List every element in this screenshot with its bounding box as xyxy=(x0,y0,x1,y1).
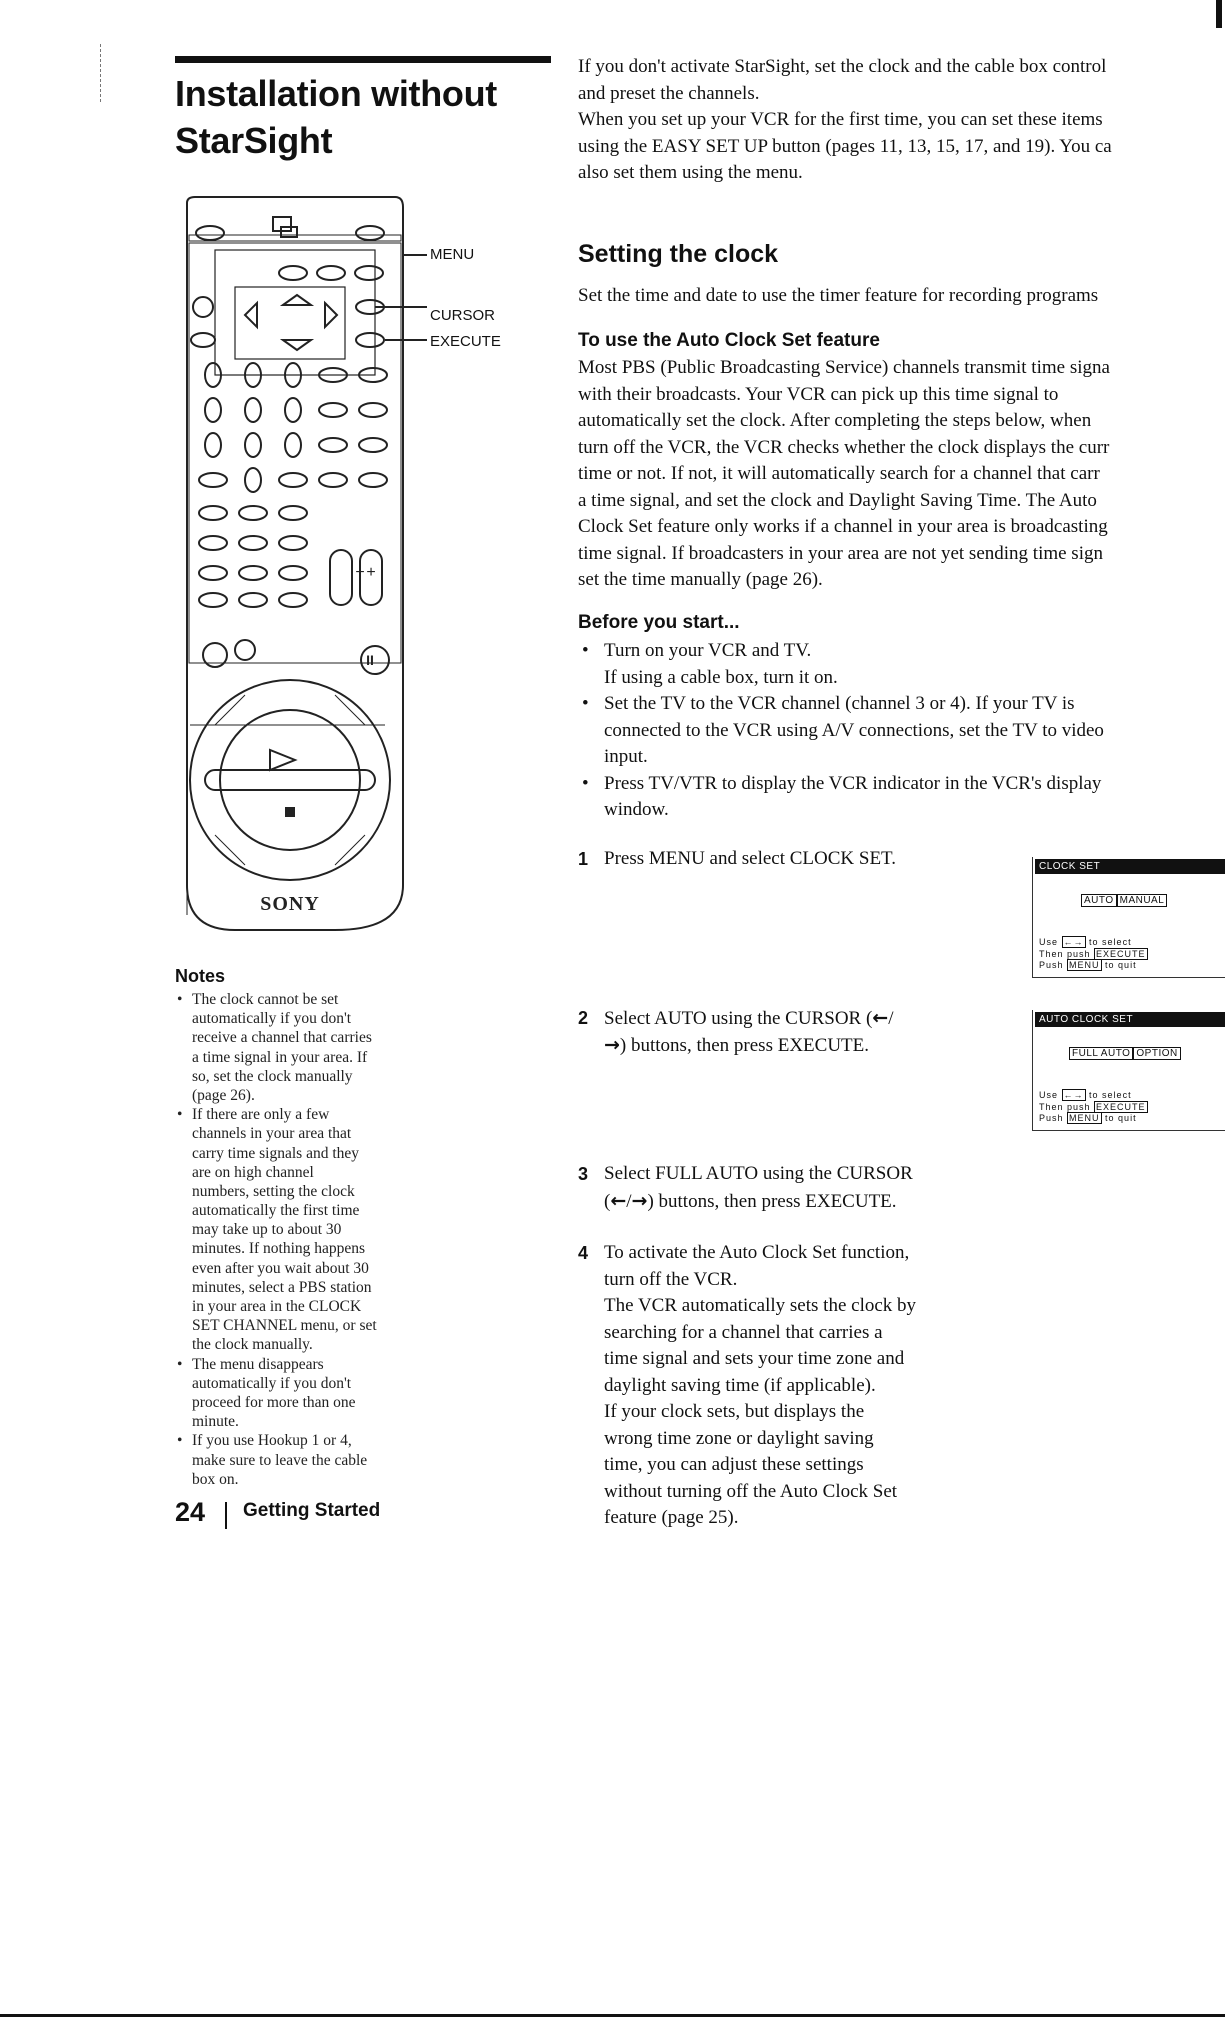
step-text: time, you can adjust these settings xyxy=(604,1454,864,1475)
screen-help xyxy=(1039,1090,1148,1125)
left-right-arrows-icon: ←→ xyxy=(1063,1090,1084,1100)
help-text: Then push xyxy=(1039,1101,1091,1112)
left-right-arrows-icon: ←→ xyxy=(1063,937,1084,947)
screen-options xyxy=(1069,1048,1181,1059)
before-start-heading: Before you start... xyxy=(578,612,740,633)
note-line: make sure to leave the cable xyxy=(192,1451,368,1469)
help-text: Use xyxy=(1039,1090,1059,1100)
binding-mark xyxy=(100,44,102,102)
list-item-continuation: connected to the VCR using A/V connections, set the TV to video xyxy=(604,719,1104,741)
list-item-continuation: window. xyxy=(604,799,669,820)
step-number: 3 xyxy=(578,1164,589,1184)
note-line: proceed for more than one xyxy=(192,1393,356,1411)
menu-label: MENU xyxy=(430,246,475,263)
screen-options xyxy=(1081,895,1167,906)
option-manual: MANUAL xyxy=(1117,894,1168,907)
title-rule xyxy=(175,56,551,63)
before-start-list xyxy=(578,638,1225,824)
list-item: • Press TV/VTR to display the VCR indicator in the VCR's display xyxy=(578,771,1225,798)
title-line-2: StarSight xyxy=(175,120,333,161)
intro-line: When you set up your VCR for the first time, you can set these items xyxy=(578,109,1103,130)
step-text: Press MENU and select CLOCK SET. xyxy=(604,848,897,869)
paragraph-line: turn off the VCR, the VCR checks whether the clock displays the curr xyxy=(578,436,1110,458)
option-auto: AUTO xyxy=(1081,894,1117,907)
intro-line: and preset the channels. xyxy=(578,82,760,104)
help-key: MENU xyxy=(1069,1113,1100,1123)
note-line: channels in your area that xyxy=(192,1125,352,1143)
cursor-label: CURSOR xyxy=(430,307,496,324)
note-line: minutes, select a PBS station xyxy=(192,1278,372,1296)
screen-help xyxy=(1039,937,1148,972)
step-text: searching for a channel that carries a xyxy=(604,1321,883,1343)
step-text: daylight saving time (if applicable). xyxy=(604,1374,876,1396)
step-text: Select AUTO using the CURSOR ( xyxy=(604,1008,873,1029)
section-description: Set the time and date to use the timer feature for recording programs xyxy=(578,285,1099,306)
note-item xyxy=(175,1431,415,1489)
left-arrow-icon: ← xyxy=(872,1007,889,1029)
note-line: (page 26). xyxy=(192,1086,255,1104)
auto-clock-paragraph xyxy=(578,355,1225,594)
help-text: to select xyxy=(1089,937,1132,947)
step-text: time signal and sets your time zone and xyxy=(604,1348,905,1369)
auto-clock-heading: To use the Auto Clock Set feature xyxy=(578,330,880,351)
note-line: may take up to about 30 xyxy=(192,1221,342,1239)
list-item-continuation: If using a cable box, turn it on. xyxy=(604,666,838,688)
note-line: so, set the clock manually xyxy=(192,1067,353,1085)
step-text: ) buttons, then press EXECUTE. xyxy=(647,1190,897,1212)
section-heading: Setting the clock xyxy=(578,240,779,268)
note-line: the clock manually. xyxy=(192,1336,313,1354)
paragraph-line: time or not. If not, it will automatically search for a channel that carr xyxy=(578,463,1100,484)
step-text: To activate the Auto Clock Set function, xyxy=(604,1242,910,1263)
note-line: receive a channel that carries xyxy=(192,1029,372,1047)
step-text: / xyxy=(888,1008,894,1029)
note-line: • The clock cannot be set xyxy=(192,991,339,1008)
step-text: ( xyxy=(604,1190,611,1212)
help-key: MENU xyxy=(1069,960,1100,970)
page-title xyxy=(175,70,555,164)
left-arrow-icon: ← xyxy=(610,1189,627,1212)
note-line: box on. xyxy=(192,1470,239,1488)
note-line: automatically if you don't xyxy=(192,1010,352,1028)
clock-set-screen xyxy=(1032,857,1225,978)
note-line: automatically if you don't xyxy=(192,1374,352,1392)
help-text: to quit xyxy=(1105,1113,1137,1123)
note-item xyxy=(175,1105,415,1354)
execute-label: EXECUTE xyxy=(430,333,501,350)
note-line: carry time signals and they xyxy=(192,1144,360,1162)
footer-section-name: Getting Started xyxy=(243,1500,381,1521)
help-text: Use xyxy=(1039,937,1059,947)
note-line: numbers, setting the clock xyxy=(192,1182,355,1200)
svg-text:II: II xyxy=(366,652,374,668)
note-line: • The menu disappears xyxy=(192,1355,324,1373)
note-line: even after you wait about 30 xyxy=(192,1259,369,1277)
paragraph-line: set the time manually (page 26). xyxy=(578,569,823,590)
svg-text:+: + xyxy=(366,564,376,581)
note-line: in your area in the CLOCK xyxy=(192,1298,362,1315)
step-3 xyxy=(578,1161,978,1214)
list-item-continuation: input. xyxy=(604,746,648,767)
right-arrow-icon: → xyxy=(631,1189,648,1212)
remote-brand-logo: SONY xyxy=(260,893,320,915)
note-line: SET CHANNEL menu, or set xyxy=(192,1317,377,1335)
paragraph-line: with their broadcasts. Your VCR can pick up this time signal to xyxy=(578,383,1059,405)
page-number: 24 xyxy=(175,1497,206,1527)
help-key: EXECUTE xyxy=(1096,948,1146,959)
paragraph-line: Most PBS (Public Broadcasting Service) channels transmit time signa xyxy=(578,357,1110,378)
step-text: feature (page 25). xyxy=(604,1507,739,1528)
footer-divider xyxy=(225,1502,227,1529)
help-text: to quit xyxy=(1105,960,1137,970)
intro-paragraph xyxy=(578,54,1225,187)
note-item xyxy=(175,1355,415,1432)
note-line: minutes. If nothing happens xyxy=(192,1240,366,1258)
step-text: ) buttons, then press EXECUTE. xyxy=(619,1034,869,1056)
step-text: without turning off the Auto Clock Set xyxy=(604,1480,898,1502)
intro-line: If you don't activate StarSight, set the clock and the cable box control xyxy=(578,56,1107,77)
step-text: wrong time zone or daylight saving xyxy=(604,1427,874,1449)
page-edge-mark xyxy=(1216,0,1222,28)
notes-heading: Notes xyxy=(175,966,226,986)
right-arrow-icon: → xyxy=(604,1033,620,1056)
note-line: are on high channel xyxy=(192,1163,314,1181)
note-item xyxy=(175,990,415,1105)
help-text: Push xyxy=(1039,1113,1064,1123)
option-option: OPTION xyxy=(1133,1047,1180,1060)
intro-line: using the EASY SET UP button (pages 11, 13, 15, 17, and 19). You ca xyxy=(578,135,1112,157)
note-line: • If you use Hookup 1 or 4, xyxy=(192,1432,352,1450)
help-text: to select xyxy=(1089,1090,1132,1100)
step-2 xyxy=(578,1005,978,1058)
paragraph-line: automatically set the clock. After completing the steps below, when xyxy=(578,410,1092,431)
step-text: Select FULL AUTO using the CURSOR xyxy=(604,1163,913,1184)
step-number: 1 xyxy=(578,849,589,869)
help-text: Then push xyxy=(1039,948,1091,959)
step-4 xyxy=(578,1240,978,1532)
step-number: 2 xyxy=(578,1008,589,1028)
intro-line: also set them using the menu. xyxy=(578,162,803,183)
step-text: If your clock sets, but displays the xyxy=(604,1401,865,1422)
help-key: EXECUTE xyxy=(1096,1101,1146,1112)
title-line-1: Installation without xyxy=(175,73,497,114)
option-full-auto: FULL AUTO xyxy=(1069,1047,1133,1060)
step-number: 4 xyxy=(578,1243,589,1263)
step-text: The VCR automatically sets the clock by xyxy=(604,1295,917,1316)
paragraph-line: time signal. If broadcasters in your area are not yet sending time sign xyxy=(578,542,1103,564)
list-item: • Set the TV to the VCR channel (channel 3 or 4). If your TV is xyxy=(578,691,1225,718)
note-line: a time signal in your area. If xyxy=(192,1048,368,1066)
note-line: • If there are only a few xyxy=(192,1106,330,1124)
paragraph-line: Clock Set feature only works if a channel in your area is broadcasting xyxy=(578,516,1108,537)
step-text: / xyxy=(626,1190,632,1212)
paragraph-line: a time signal, and set the clock and Daylight Saving Time. The Auto xyxy=(578,489,1097,511)
auto-clock-set-screen xyxy=(1032,1010,1225,1131)
notes-list xyxy=(175,990,415,1489)
note-line: minute. xyxy=(192,1413,239,1431)
svg-text:+: + xyxy=(355,564,365,581)
note-line: automatically the first time xyxy=(192,1202,360,1220)
step-text: turn off the VCR. xyxy=(604,1268,738,1290)
help-text: Push xyxy=(1039,960,1064,970)
screen-title-bar: CLOCK SET xyxy=(1035,859,1225,874)
step-1 xyxy=(578,846,978,873)
list-item: • Turn on your VCR and TV. xyxy=(578,638,1225,665)
screen-title-bar: AUTO CLOCK SET xyxy=(1035,1012,1225,1027)
